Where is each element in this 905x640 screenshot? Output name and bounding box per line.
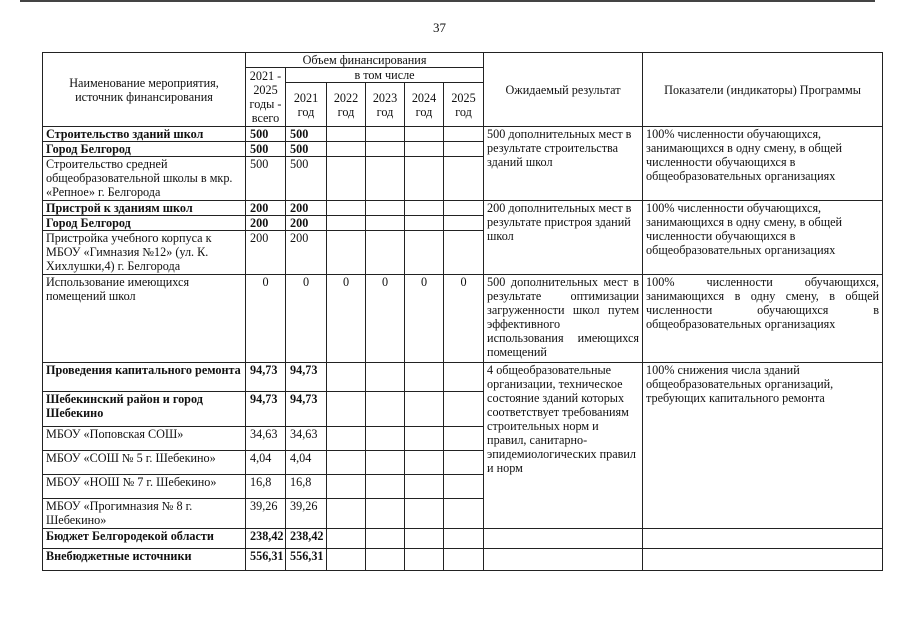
indicator-cell: 100% численности обучающихся, занимающихся в одну смену, в общей численности обучающихся в общеобразовательных организациях bbox=[643, 275, 883, 363]
header-row-1 bbox=[43, 53, 883, 68]
header-name-col: Наименование мероприятия, источник финансирования bbox=[43, 53, 246, 127]
header-including: в том числе bbox=[286, 68, 484, 83]
table-row: Бюджет Белгородекой области 238,42 238,42 bbox=[43, 529, 883, 549]
header-result-col: Ожидаемый результат bbox=[484, 53, 643, 127]
page-number: 37 bbox=[433, 20, 446, 35]
result-cell: 500 дополнительных мест в результате оптимизации загруженности школ путем эффективного использования имеющихся помещений bbox=[484, 275, 643, 363]
table-row: Пристройка учебного корпуса к МБОУ «Гимназия №12» (ул. К. Хихлушки,4) г. Белгорода 200 200 bbox=[43, 231, 883, 275]
financing-table bbox=[42, 52, 883, 571]
header-year-2024: 2024 год bbox=[405, 83, 444, 127]
table-row: МБОУ «Поповская СОШ» 34,63 34,63 bbox=[43, 427, 883, 451]
header-financing: Объем финансирования bbox=[246, 53, 484, 68]
table-row: Шебекинский район и город Шебекино 94,73 94,73 bbox=[43, 392, 883, 427]
table-row: Проведения капитального ремонта 94,73 94,73 4 общеобразовательные организации, техническое состояние зданий которых соответствует требованиям строительных норм и правил, санитарно-эпидемиологических правил и норм 100% снижения числа зданий общеобразовательных организаций, требующих капитального ремонта bbox=[43, 363, 883, 392]
header-indicator-col: Показатели (индикаторы) Программы bbox=[643, 53, 883, 127]
result-cell: 200 дополнительных мест в результате пристроя зданий школ bbox=[484, 201, 643, 275]
table-row: Строительство средней общеобразовательной школы в мкр. «Репное» г. Белгорода 500 500 bbox=[43, 157, 883, 201]
table-row: Город Белгород 200 200 bbox=[43, 216, 883, 231]
table-row: Внебюджетные источники 556,31 556,31 bbox=[43, 549, 883, 571]
table-row: МБОУ «СОШ № 5 г. Шебекино» 4,04 4,04 bbox=[43, 451, 883, 475]
table-row: Пристрой к зданиям школ 200 200 200 дополнительных мест в результате пристроя зданий школ 100% численности обучающихся, занимающихся в одну смену, в общей численности обучающихся в общеобразовательных организациях bbox=[43, 201, 883, 216]
result-cell: 500 дополнительных мест в результате строительства зданий школ bbox=[484, 127, 643, 201]
table-row: МБОУ «Прогимназия № 8 г. Шебекино» 39,26 39,26 bbox=[43, 499, 883, 529]
indicator-cell: 100% снижения числа зданий общеобразовательных организаций, требующих капитального ремонта bbox=[643, 363, 883, 529]
top-border-line bbox=[20, 0, 875, 2]
indicator-cell: 100% численности обучающихся, занимающихся в одну смену, в общей численности обучающихся в общеобразовательных организациях bbox=[643, 127, 883, 201]
indicator-cell: 100% численности обучающихся, занимающихся в одну смену, в общей численности обучающихся в общеобразовательных организациях bbox=[643, 201, 883, 275]
table-row: Строительство зданий школ 500 500 500 дополнительных мест в результате строительства зданий школ 100% численности обучающихся, занимающихся в одну смену, в общей численности обучающихся в общеобразовательных организациях bbox=[43, 127, 883, 142]
header-year-2023: 2023 год bbox=[366, 83, 405, 127]
header-year-2025: 2025 год bbox=[444, 83, 484, 127]
header-year-2021: 2021 год bbox=[286, 83, 327, 127]
result-cell: 4 общеобразовательные организации, техническое состояние зданий которых соответствует требованиям строительных норм и правил, санитарно-эпидемиологических правил и норм bbox=[484, 363, 643, 529]
header-total: 2021 - 2025 годы - всего bbox=[246, 68, 286, 127]
table-row: Использование имеющихся помещений школ 0 0 0 0 0 0 500 дополнительных мест в результате оптимизации загруженности школ путем эффективного использования имеющихся помещений 100% численности обучающихся, занимающихся в одну смену, в общей численности обучающихся в общеобразовательных организациях bbox=[43, 275, 883, 363]
table-row: Город Белгород 500 500 bbox=[43, 142, 883, 157]
header-year-2022: 2022 год bbox=[327, 83, 366, 127]
table-row: МБОУ «НОШ № 7 г. Шебекино» 16,8 16,8 bbox=[43, 475, 883, 499]
